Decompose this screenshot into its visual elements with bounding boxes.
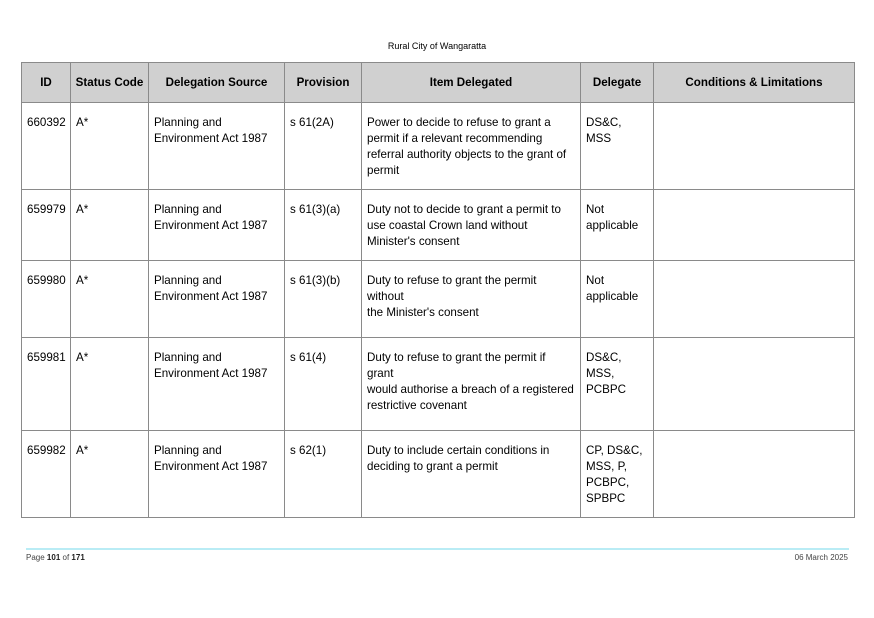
cell-status-code: A* xyxy=(71,103,149,190)
cell-conditions-limitations xyxy=(654,338,855,431)
cell-delegate: DS&C, MSS, PCBPC xyxy=(581,338,654,431)
cell-delegate: DS&C, MSS xyxy=(581,103,654,190)
cell-id: 660392 xyxy=(22,103,71,190)
cell-status-code: A* xyxy=(71,261,149,338)
table-header-row xyxy=(22,63,855,103)
cell-item-delegated: Duty to include certain conditions in deciding to grant a permit xyxy=(362,431,581,518)
page-label: Page xyxy=(26,553,45,562)
cell-delegation-source: Planning and Environment Act 1987 xyxy=(149,261,285,338)
column-header-delegate: Delegate xyxy=(581,63,654,103)
table-row xyxy=(22,103,855,190)
cell-item-delegated: Duty to refuse to grant the permit without the Minister's consent xyxy=(362,261,581,338)
column-header-item-delegated: Item Delegated xyxy=(362,63,581,103)
cell-delegation-source: Planning and Environment Act 1987 xyxy=(149,190,285,261)
footer-date: 06 March 2025 xyxy=(794,553,848,562)
cell-delegation-source: Planning and Environment Act 1987 xyxy=(149,431,285,518)
column-header-conditions-limitations: Conditions & Limitations xyxy=(654,63,855,103)
column-header-provision: Provision xyxy=(285,63,362,103)
cell-provision: s 61(4) xyxy=(285,338,362,431)
cell-item-delegated: Duty not to decide to grant a permit to use coastal Crown land without Minister's consent xyxy=(362,190,581,261)
cell-delegation-source: Planning and Environment Act 1987 xyxy=(149,338,285,431)
table-row xyxy=(22,338,855,431)
cell-status-code: A* xyxy=(71,431,149,518)
column-header-delegation-source: Delegation Source xyxy=(149,63,285,103)
cell-conditions-limitations xyxy=(654,103,855,190)
cell-delegate: Not applicable xyxy=(581,190,654,261)
cell-id: 659981 xyxy=(22,338,71,431)
delegation-table xyxy=(21,62,855,518)
cell-provision: s 61(3)(a) xyxy=(285,190,362,261)
cell-id: 659979 xyxy=(22,190,71,261)
column-header-id: ID xyxy=(22,63,71,103)
page-of-label: of xyxy=(62,553,70,562)
cell-delegation-source: Planning and Environment Act 1987 xyxy=(149,103,285,190)
cell-delegate: CP, DS&C, MSS, P, PCBPC, SPBPC xyxy=(581,431,654,518)
cell-conditions-limitations xyxy=(654,190,855,261)
cell-conditions-limitations xyxy=(654,431,855,518)
page-current: 101 xyxy=(46,553,61,562)
cell-id: 659980 xyxy=(22,261,71,338)
cell-id: 659982 xyxy=(22,431,71,518)
cell-delegate: Not applicable xyxy=(581,261,654,338)
page-number xyxy=(26,553,85,562)
cell-item-delegated: Power to decide to refuse to grant a permit if a relevant recommending referral authority objects to the grant of permit xyxy=(362,103,581,190)
cell-provision: s 61(2A) xyxy=(285,103,362,190)
column-header-status-code: Status Code xyxy=(71,63,149,103)
page-total: 171 xyxy=(71,553,85,562)
footer-divider xyxy=(26,548,849,550)
cell-provision: s 62(1) xyxy=(285,431,362,518)
cell-status-code: A* xyxy=(71,190,149,261)
table-row xyxy=(22,190,855,261)
cell-status-code: A* xyxy=(71,338,149,431)
document-header-title: Rural City of Wangaratta xyxy=(387,41,487,51)
table-row xyxy=(22,261,855,338)
cell-provision: s 61(3)(b) xyxy=(285,261,362,338)
table-row xyxy=(22,431,855,518)
cell-item-delegated: Duty to refuse to grant the permit if grant would authorise a breach of a registered restrictive covenant xyxy=(362,338,581,431)
cell-conditions-limitations xyxy=(654,261,855,338)
